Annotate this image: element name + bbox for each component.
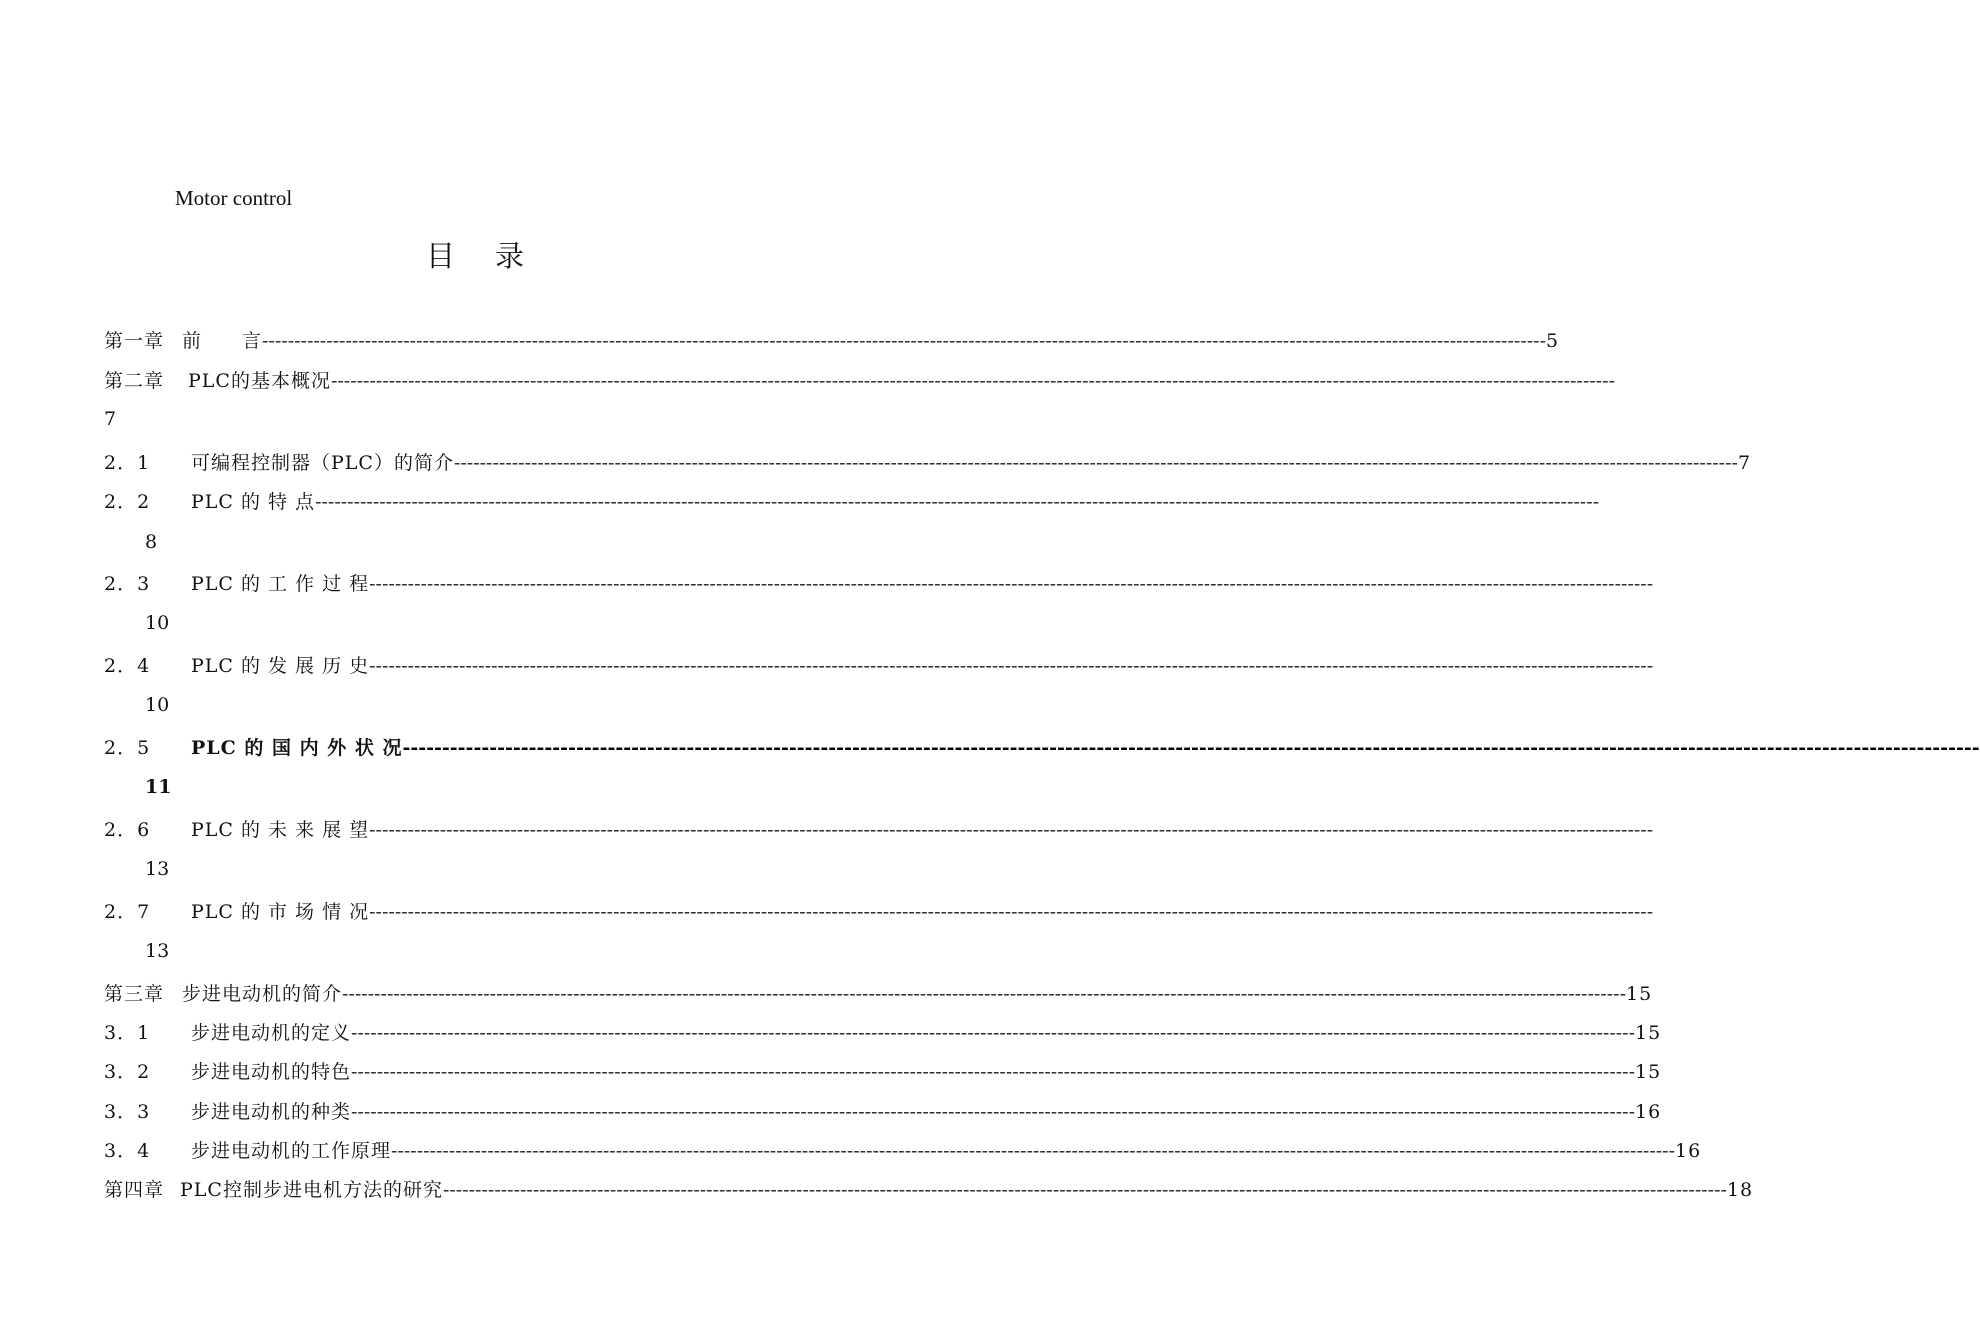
toc-text: PLC 的 发 展 历 史	[191, 655, 370, 677]
toc-number: 2．3	[104, 573, 151, 595]
toc-page: 16	[1635, 1101, 1662, 1123]
toc-page: 8	[145, 531, 158, 553]
toc-page: 18	[1726, 1179, 1754, 1201]
toc-number: 2．7	[104, 901, 151, 923]
toc-text: PLC 的 未 来 展 望	[191, 819, 370, 841]
toc-entry[interactable]	[104, 366, 1615, 392]
toc-leader: --------------------------------------------------------------------------------------------------------------------------------------------------------------------------------------------------------	[402, 737, 1980, 759]
toc-number: 3．2	[104, 1061, 151, 1083]
toc-text: PLC 的 国 内 外 状 况	[191, 737, 403, 759]
toc-text: PLC 的 市 场 情 况	[191, 901, 370, 923]
toc-text: 步进电动机的定义	[191, 1022, 352, 1044]
page-header: Motor control	[175, 186, 293, 210]
toc-page: 10	[145, 612, 170, 634]
toc-leader: --------------------------------------------------------------------------------------------------------------------------------------------------------------------------------------------------------	[330, 370, 1615, 392]
toc-text: PLC 的 特 点	[191, 491, 316, 513]
toc-entry[interactable]	[104, 1018, 1662, 1044]
toc-entry[interactable]	[104, 651, 1654, 677]
toc-text: 前 言	[182, 330, 263, 352]
toc-leader: --------------------------------------------------------------------------------------------------------------------------------------------------------------------------------------------------------	[369, 655, 1654, 677]
toc-number: 第二章	[104, 370, 165, 392]
toc-leader: --------------------------------------------------------------------------------------------------------------------------------------------------------------------------------------------------------	[262, 330, 1546, 352]
toc-leader: --------------------------------------------------------------------------------------------------------------------------------------------------------------------------------------------------------	[391, 1140, 1675, 1162]
toc-leader: --------------------------------------------------------------------------------------------------------------------------------------------------------------------------------------------------------	[351, 1022, 1635, 1044]
toc-text: 步进电动机的特色	[191, 1061, 352, 1083]
toc-page: 13	[145, 858, 170, 880]
toc-entry[interactable]	[104, 448, 1752, 474]
toc-page: 13	[145, 940, 170, 962]
toc-leader: --------------------------------------------------------------------------------------------------------------------------------------------------------------------------------------------------------	[351, 1101, 1635, 1123]
toc-number: 第三章	[104, 983, 165, 1005]
toc-text: 步进电动机的工作原理	[191, 1140, 392, 1162]
toc-text: PLC的基本概况	[188, 370, 331, 392]
toc-page: 15	[1635, 1022, 1662, 1044]
toc-leader: --------------------------------------------------------------------------------------------------------------------------------------------------------------------------------------------------------	[369, 819, 1654, 841]
toc-leader: --------------------------------------------------------------------------------------------------------------------------------------------------------------------------------------------------------	[342, 983, 1626, 1005]
toc-leader: --------------------------------------------------------------------------------------------------------------------------------------------------------------------------------------------------------	[315, 491, 1600, 513]
toc-text: 可编程控制器（PLC）的简介	[191, 452, 454, 474]
toc-page: 7	[1737, 452, 1752, 474]
toc-number: 2．4	[104, 655, 151, 677]
toc-number: 2．5	[104, 737, 151, 759]
toc-text: PLC 的 工 作 过 程	[191, 573, 370, 595]
toc-page: 11	[145, 776, 172, 798]
toc-entry[interactable]	[104, 1175, 1754, 1201]
toc-leader: --------------------------------------------------------------------------------------------------------------------------------------------------------------------------------------------------------	[369, 901, 1654, 923]
toc-leader: --------------------------------------------------------------------------------------------------------------------------------------------------------------------------------------------------------	[442, 1179, 1727, 1201]
toc-number: 3．4	[104, 1140, 151, 1162]
toc-number: 第一章	[104, 330, 165, 352]
toc-entry[interactable]	[104, 979, 1653, 1005]
toc-number: 2．1	[104, 452, 151, 474]
toc-entry[interactable]	[104, 1057, 1662, 1083]
toc-entry[interactable]	[104, 487, 1600, 513]
toc-page: 7	[104, 408, 117, 430]
toc-entry[interactable]	[104, 897, 1654, 923]
toc-text: 步进电动机的种类	[191, 1101, 352, 1123]
toc-text: 步进电动机的简介	[182, 983, 343, 1005]
toc-entry[interactable]	[104, 1097, 1662, 1123]
toc-entry[interactable]	[104, 815, 1654, 841]
toc-entry[interactable]	[104, 326, 1560, 352]
toc-leader: --------------------------------------------------------------------------------------------------------------------------------------------------------------------------------------------------------	[453, 452, 1738, 474]
toc-page: 10	[145, 694, 170, 716]
toc-page: 15	[1626, 983, 1653, 1005]
toc-entry[interactable]	[104, 733, 1980, 759]
toc-leader: --------------------------------------------------------------------------------------------------------------------------------------------------------------------------------------------------------	[369, 573, 1654, 595]
toc-page: 16	[1675, 1140, 1702, 1162]
page-title: 目录	[425, 239, 564, 273]
toc-entry[interactable]	[104, 1136, 1702, 1162]
toc-entry[interactable]	[104, 569, 1654, 595]
toc-number: 2．6	[104, 819, 151, 841]
toc-leader: --------------------------------------------------------------------------------------------------------------------------------------------------------------------------------------------------------	[351, 1061, 1635, 1083]
toc-text: PLC控制步进电机方法的研究	[180, 1179, 443, 1201]
toc-number: 第四章	[104, 1179, 165, 1201]
toc-number: 2．2	[104, 491, 151, 513]
toc-number: 3．3	[104, 1101, 151, 1123]
toc-page: 5	[1546, 330, 1560, 352]
toc-page: 15	[1635, 1061, 1662, 1083]
toc-number: 3．1	[104, 1022, 151, 1044]
